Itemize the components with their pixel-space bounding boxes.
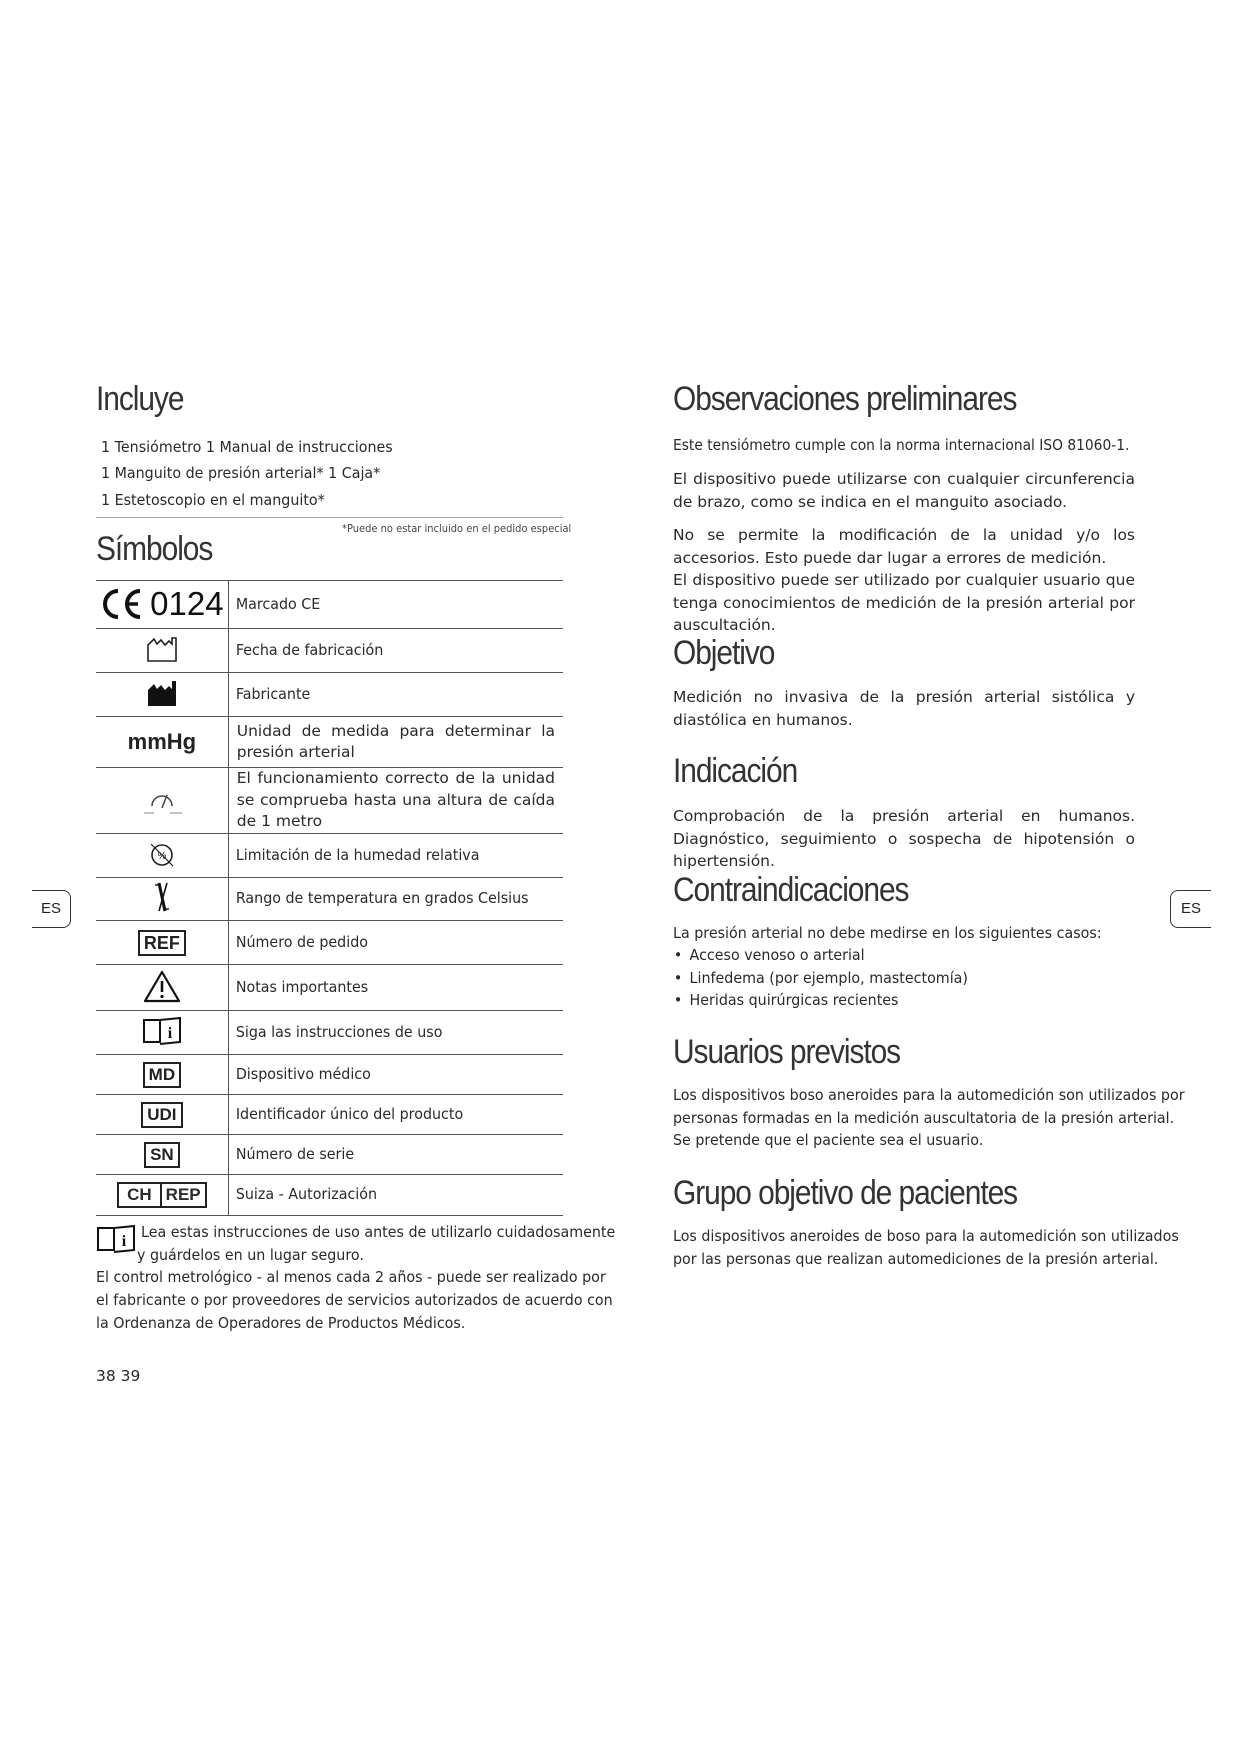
md-icon: MD [143,1062,181,1088]
symbol-label: Fabricante [228,673,536,717]
indicacion-heading: Indicación [673,752,798,790]
grupo-heading: Grupo objetivo de pacientes [673,1174,1018,1212]
table-row [96,1095,563,1135]
metro-line-1: El control metrológico - al menos cada 2 años - puede ser realizado por [96,1268,606,1286]
drop-protected-icon [138,782,186,816]
table-row [96,1135,563,1175]
observaciones-p3b: El dispositivo puede ser utilizado por cualquier usuario que tenga conocimientos de medición de la presión arterial por auscultación. [673,571,1135,634]
table-row [96,717,563,768]
symbol-label: Siga las instrucciones de uso [228,1011,536,1055]
symbol-label: Dispositivo médico [228,1055,536,1095]
usuarios-line-3: Se pretende que el paciente sea el usuario. [673,1131,984,1149]
usuarios-line-2: personas formadas en la medición auscultatoria de la presión arterial. [673,1109,1175,1127]
symbol-label: Notas importantes [228,965,536,1011]
incluye-divider [96,517,563,518]
note-line-1: Lea estas instrucciones de uso antes de utilizarlo cuidadosamente [141,1223,616,1241]
manufacturer-icon [145,679,179,707]
metro-line-3: la Ordenanza de Operadores de Productos Médicos. [96,1314,466,1332]
sn-icon: SN [144,1142,180,1168]
observaciones-p1: Este tensiómetro cumple con la norma internacional ISO 81060-1. [673,436,1130,454]
language-tab-left: ES [32,890,71,928]
list-item: • Linfedema (por ejemplo, mastectomía) [690,967,968,990]
grupo-line-2: por las personas que realizan automediciones de la presión arterial. [673,1250,1159,1268]
table-row [96,878,563,921]
symbol-label: El funcionamiento correcto de la unidad se comprueba hasta una altura de caída de 1 metro [228,768,563,834]
symbol-label: Fecha de fabricación [228,629,536,673]
incluye-footnote: *Puede no estar incluido en el pedido especial [342,522,572,535]
ch-rep-icon-ch: CH [119,1184,162,1206]
humidity-limit-icon [147,839,177,869]
instructions-icon [142,1016,182,1046]
usuarios-heading: Usuarios previstos [673,1033,901,1071]
contraindicaciones-heading: Contraindicaciones [673,871,909,909]
metro-line-2: el fabricante o por proveedores de servicios autorizados de acuerdo con [96,1291,613,1309]
objetivo-text: Medición no invasiva de la presión arterial sistólica y diastólica en humanos. [673,688,1135,729]
language-tab-right: ES [1170,890,1211,928]
svg-text:i: i [167,1024,173,1042]
table-row [96,1175,563,1216]
symbol-label: Limitación de la humedad relativa [228,834,536,878]
symbol-label: Marcado CE [228,581,536,629]
simbolos-heading: Símbolos [96,530,213,568]
note-line-2: y guárdelos en un lugar seguro. [137,1246,364,1264]
objetivo-heading: Objetivo [673,634,775,672]
date-of-manufacture-icon [145,635,179,663]
indicacion-text: Comprobación de la presión arterial en humanos. Diagnóstico, seguimiento o sospecha de hipotensión o hipertensión. [673,807,1135,870]
symbol-label: Rango de temperatura en grados Celsius [228,878,536,921]
table-row [96,1011,563,1055]
table-row [96,673,563,717]
ch-rep-icon-rep: REP [165,1185,201,1204]
udi-icon: UDI [141,1102,182,1128]
contraindicaciones-list [673,944,968,1012]
grupo-line-1: Los dispositivos aneroides de boso para la automedición son utilizados [673,1227,1179,1245]
table-row [96,768,563,834]
list-item: • Acceso venoso o arterial [690,944,968,967]
list-item: • Heridas quirúrgicas recientes [690,989,968,1012]
contraindicaciones-intro: La presión arterial no debe medirse en los siguientes casos: [673,924,1102,942]
table-row [96,921,563,965]
incluye-line-1: 1 Tensiómetro 1 Manual de instrucciones [101,438,393,456]
incluye-line-3: 1 Estetoscopio en el manguito* [101,491,325,509]
symbols-table [96,580,563,1216]
observaciones-p3a: No se permite la modificación de la unidad y/o los accesorios. Esto puede dar lugar a errores de medición. [673,526,1135,567]
page-numbers: 38 39 [96,1367,141,1385]
ce-number: 0124 [150,585,224,622]
symbol-label: Unidad de medida para determinar la presión arterial [228,717,563,768]
svg-text:%: % [157,850,167,862]
ref-icon: REF [138,930,186,956]
table-row [96,629,563,673]
ce-mark-icon [100,585,223,623]
symbol-label: Suiza - Autorización [228,1175,536,1216]
table-row [96,834,563,878]
ch-rep-icon [117,1182,207,1208]
symbol-label: Identificador único del producto [228,1095,536,1135]
symbol-label: Número de serie [228,1135,536,1175]
observaciones-heading: Observaciones preliminares [673,380,1017,418]
table-row [96,1055,563,1095]
incluye-heading: Incluye [96,380,184,418]
table-row [96,581,563,629]
svg-text:i: i [121,1233,127,1250]
incluye-line-2: 1 Manguito de presión arterial* 1 Caja* [101,464,381,482]
usuarios-line-1: Los dispositivos boso aneroides para la automedición son utilizados por [673,1086,1185,1104]
observaciones-p2: El dispositivo puede utilizarse con cualquier circunferencia de brazo, como se indica en el manguito asociado. [673,470,1135,511]
table-row [96,965,563,1011]
symbol-label: Número de pedido [228,921,536,965]
caution-icon [143,969,181,1003]
instructions-icon [96,1224,136,1254]
mmhg-icon: mmHg [127,729,197,754]
temperature-limit-icon [151,881,173,913]
